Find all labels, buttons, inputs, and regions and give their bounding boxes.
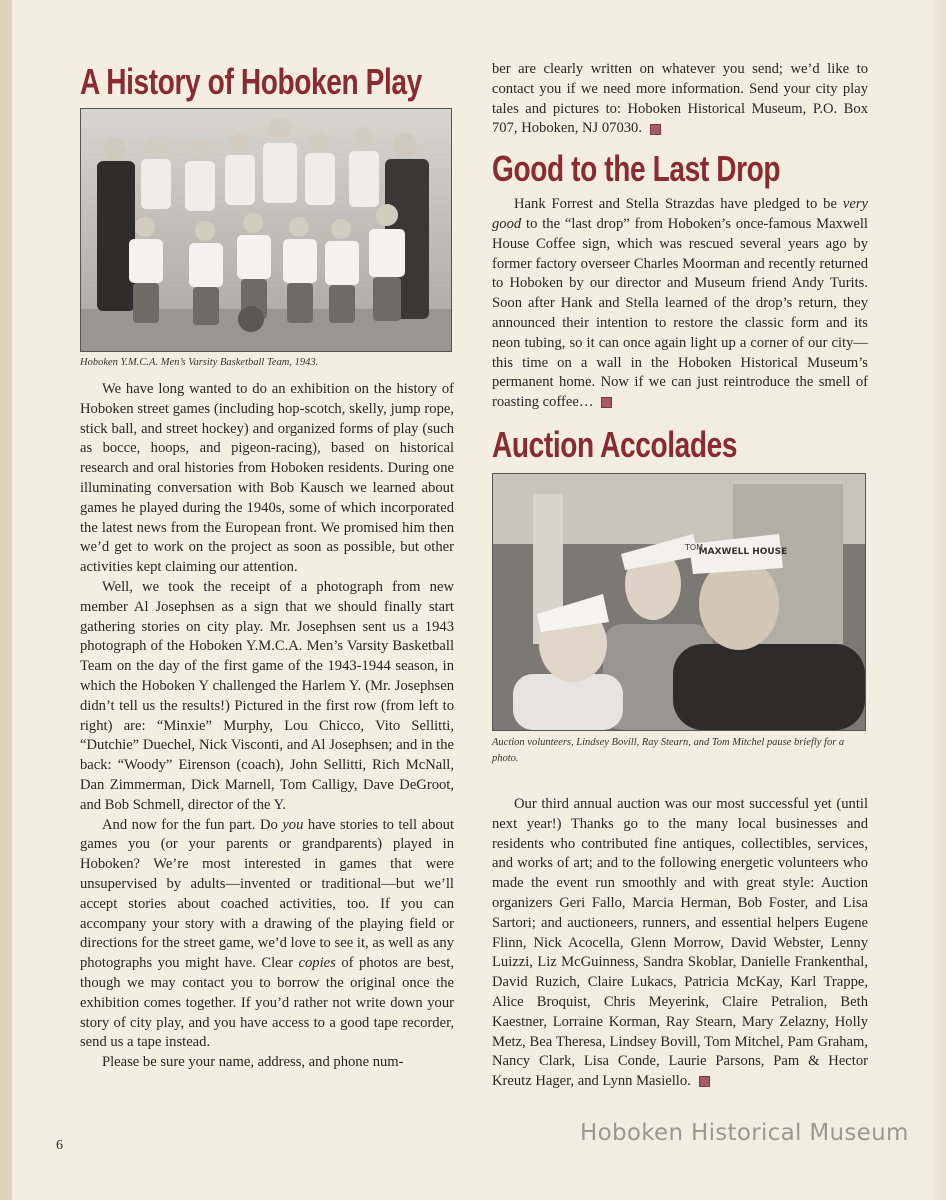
drop-emphasis: very good [492,196,868,232]
auction-text: Our third annual auction was our most successful yet (until next year!) Thanks go to the many local businesses and residents who contributed fine antiques, collectibles, services, and works of art; and to the following energetic volunteers who made the event run smoothly and with great style: Auction organizers Geri Fallo, Marcia Herman, Bob Foster, and Lisa Sartori; and auctioneers, runners, and essential helpers Eugene Flinn, Nick Acocella, Glenn Morrow, David Webster, Lenny Luizzi, Liz McGuinness, Sandra Skoblar, Danielle Frankenthal, David Ruzich, Claire Lukacs, Patricia McKay, Karl Trappe, Alice Broquist, Chris Meyerink, Claire Petralion, Beth Kaestner, Lorraine Korman, Ray Stearn, Mary Zelazny, Holly Metz, Bea Theresa, Lindsey Bovill, Tom Mitchel, Pam Graham, Nancy Clark, Lisa Conde, Laurie Parsons, Pam & Hector Kreutz Hager, and Lynn Masiello. [492,795,868,1090]
p3-emphasis-copies: copies [298,955,336,972]
p3-text-c: of photos are best, though we may contact you to borrow the original once the exhibition comes together. If you’d rather not write down your story of city play, and you have access to a good tape recorder, send us a tape instead. [80,955,454,1051]
drop-text-b: to the “last drop” from Hoboken’s once-famous Maxwell House Coffee sign, which was rescued several years ago by former factory overseer Charles Moorman and recently returned to Hoboken by our director and Museum friend Andy Turits. Soon after Hank and Stella learned of the drop’s return, they announced their intention to restore the classic form and its neon tubing, so it can once again light up a corner of our city—this time on a wall in the Hoboken Historical Museum’s permanent home. Now if we can just reintroduce the smell of roasting coffee… [492,215,868,411]
auction-volunteers-photo [492,473,866,731]
right-column [492,60,868,1092]
p3-text-b: have stories to tell about games you (or your parents or grandparents) played in Hoboken? We’re most interested in games that were unsupervised by adults—invented or traditional—but we’ll accept stories about coached activities, too. If you can accompany your story with a drawing of the playing field or directions for the street game, we’d love to see it, as well as any photographs you might have. Clear [80,816,455,972]
basketball [238,306,264,332]
page-number: 6 [56,1138,63,1153]
history-paragraph-2: Well, we took the receipt of a photograph from new member Al Josephsen as a sign that we should finally start gathering stories on city play. Mr. Josephsen sent us a 1943 photograph of the Hoboken Y.M.C.A. Men’s Varsity Basketball Team on the day of the first game of the 1943-1944 season, in which the Hoboken Y challenged the Harlem Y. (Mr. Josephsen didn’t tell us the results!) Pictured in the first row (from left to right) are: “Minxie” Murphy, Lou Chicco, Vito Sellitti, “Dutchie” Duechel, Nick Visconti, and Al Josephsen; and in the back: “Woody” Eirenson (coach), John Sellitti, Rich McNall, Dan Zimmerman, Dick Marnell, Tom Calligy, Dave DeGroot, and Bob Schmell, director of the Y. [80,578,454,813]
hat-label-tom: TOM [685,542,704,552]
end-mark-icon [699,1076,710,1087]
last-drop-paragraph [492,195,868,413]
basketball-team-photo [80,108,452,352]
auction-paragraph [492,795,868,1092]
history-paragraph-1: We have long wanted to do an exhibition on the history of Hoboken street games (including hop-scotch, skelly, jump rope, stick ball, and street hockey) and organized forms of play (such as bocce, hoops, and pigeon-racing), based on historical research and oral histories from Hoboken residents. During one illuminating conversation with Bob Kausch we learned about games he played during the 1940s, some of which incorporated the latest news from the European front. We promised him then we’d get to work on the project as soon as possible, but other activities kept claiming our attention. [80,381,454,576]
auction-photo-caption: Auction volunteers, Lindsey Bovill, Ray Stearn, and Tom Mitchel pause briefly for a photo. [492,736,845,764]
continuation-text: ber are clearly written on whatever you send; we’d like to contact you if we need more information. Send your city play tales and pictures to: Hoboken Historical Museum, P.O. Box 707, Hoboken, NJ 07030. [492,61,868,137]
last-drop-title: Good to the Last Drop [492,148,781,190]
page-edge-shadow [0,0,12,1200]
drop-text-a: Hank Forrest and Stella Strazdas have pledged to be [514,196,843,213]
team-photo-illustration [81,109,451,351]
auction-title: Auction Accolades [492,423,738,465]
coach-figure [97,138,135,311]
end-mark-icon [650,124,661,135]
history-paragraph-3 [80,816,454,1054]
p3-emphasis-you: you [282,816,304,833]
hat-label-maxwell-house: MAXWELL HOUSE [698,546,788,557]
museum-watermark: Hoboken Historical Museum [580,1120,909,1146]
auction-photo-illustration [493,474,865,730]
p3-text-a: And now for the fun part. Do [102,816,283,833]
left-column [80,60,454,1073]
history-continuation [492,60,868,139]
history-paragraph-4: Please be sure your name, address, and phone num- [102,1054,404,1071]
end-mark-icon [601,397,612,408]
team-photo-caption: Hoboken Y.M.C.A. Men’s Varsity Basketball Team, 1943. [80,357,319,368]
history-title: A History of Hoboken Play [80,61,422,102]
